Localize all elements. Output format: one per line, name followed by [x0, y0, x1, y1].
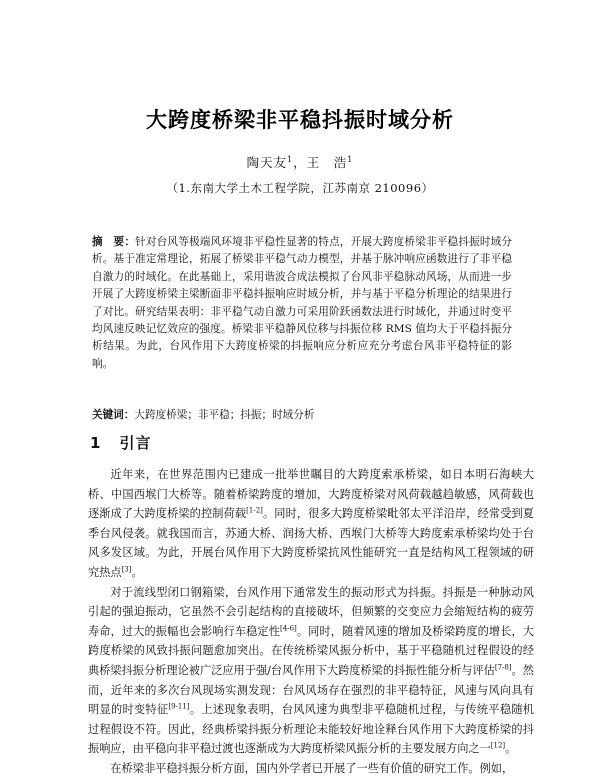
body-paragraph — [88, 759, 534, 779]
author-affiliation-mark: 1 — [287, 154, 294, 164]
text-run: 。同时，很多大跨度桥梁毗邻太平洋沿岸，经常受到夏季台风侵袭。就我国而言，苏通大桥、润扬大桥、西堠门大桥等大跨度索承桥梁均处于台风多发区域。为此，开展台风作用下大跨度桥梁抗风性能研究一直是结构风工程领域的研究热点 — [88, 507, 534, 579]
abstract-text: 针对台风等极端风环境非平稳性显著的特点，开展大跨度桥梁非平稳抖振时域分析。基于准定常理论，拓展了桥梁非平稳气动力模型，并基于脉冲响应函数进行了非平稳自激力的时域化。在此基础上，采用谐波合成法模拟了台风非平稳脉动风场，从而进一步开展了大跨度桥梁主梁断面非平稳抖振响应时域分析，并与基于平稳分析理论的结果进行了对比。研究结果表明：非平稳气动自激力可采用阶跃函数法进行时域化，并通过时变平均风速反映记忆效应的强度。桥梁非平稳静风位移与抖振位移 RMS 值均大于平稳抖振分析结果。为此，台风作用下大跨度桥梁的抖振响应分析应充分考虑台风非平稳特征的影响。 — [92, 236, 513, 370]
author-line — [0, 153, 600, 171]
affiliation: （1.东南大学土木工程学院，江苏南京 210096） — [166, 181, 434, 195]
paper-title: 大跨度桥梁非平稳抖振时域分析 — [146, 108, 454, 132]
text-run: 近年来，在世界范围内已建成一批举世瞩目的大跨度索承桥梁，如日本明石海峡大桥、中国西堠门大桥等。随着桥梁跨度的增加，大跨度桥梁对风荷载越趋敏感，风荷载也逐渐成了大跨度桥梁的控制荷载 — [88, 468, 534, 521]
citation-ref: [3] — [121, 565, 132, 574]
section-heading — [90, 432, 151, 453]
text-run: 。 — [505, 742, 517, 756]
text-run: 。然而，近年来的多次台风现场实测发现：台风风场存在强烈的非平稳特征，风速与风向具有明显的时变特征 — [88, 663, 534, 717]
author-affiliation-mark: 1 — [347, 154, 354, 164]
section-title: 引言 — [119, 434, 152, 452]
abstract — [92, 234, 512, 373]
abstract-label: 摘 要： — [92, 236, 136, 248]
keywords — [92, 407, 512, 423]
text-run: 。同时，随着风速的增加及桥梁跨度的增长，大跨度桥梁的风致抖振问题愈加突出。在传统桥梁风振分析中，基于平稳随机过程假设的经典桥梁抖振分析理论被广泛应用于强/台风作用下大跨度桥梁的抖振性能分析与评估 — [88, 624, 534, 677]
author-name: 王 浩 — [306, 155, 348, 170]
section-number: 1 — [90, 434, 102, 452]
author-separator: ， — [293, 155, 307, 170]
citation-ref: [1-2] — [246, 506, 263, 515]
text-run: 对于流线型闭口钢箱梁，台风作用下通常发生的振动形式为抖振。抖振是一种脉动风引起的强迫振动，它虽然不会引起结构的直接破坏，但频繁的交变应力会缩短结构的疲劳寿命，过大的振幅也会影响行车稳定性 — [88, 585, 534, 638]
keywords-text: 大跨度桥梁；非平稳；抖振；时域分析 — [134, 409, 315, 421]
text-run: 。上述现象表明，台风风速为典型非平稳随机过程，与传统平稳随机过程假设不符。因此，经典桥梁抖振分析理论未能较好地诠释台风作用下大跨度桥梁的抖振响应，由平稳向非平稳过渡也逐渐成为大跨度桥梁风振分析的主要发展方向之一 — [88, 703, 534, 756]
author-name: 陶天友 — [246, 155, 288, 170]
keywords-label: 关键词： — [92, 409, 135, 421]
citation-ref: [9-11] — [168, 702, 190, 711]
body-paragraph — [88, 583, 534, 759]
citation-ref: [4-6] — [280, 624, 297, 633]
citation-ref: [7-8] — [494, 663, 512, 672]
body-paragraph — [88, 465, 534, 583]
text-run: 在桥梁非平稳抖振分析方面，国内外学者已开展了一些有价值的研究工作。例如， — [110, 761, 514, 775]
text-run: 。 — [131, 565, 143, 579]
body-text — [88, 465, 534, 779]
citation-ref: [12] — [490, 741, 506, 750]
